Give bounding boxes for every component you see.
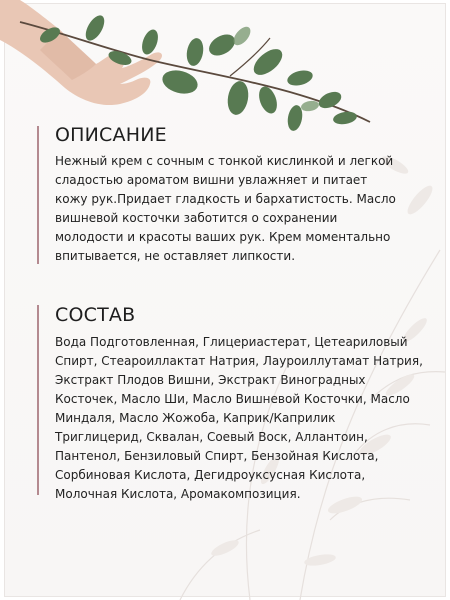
hand-shape: [0, 0, 162, 105]
description-heading: ОПИСАНИЕ: [55, 124, 167, 146]
composition-text: Вода Подготовленная, Глицериастерат, Цетеариловый Спирт, Стеароиллактат Натрия, Лауроиллутамат Натрия, Экстракт Плодов Вишни, Экстракт Виноградных Косточек, Масло Ши, Масло Вишневой Косточки, Масло Миндаля, Масло Жожоба, Каприк/Каприлик Триглицерид, Сквалан, Соевый Воск, Аллантоин, Пантенол, Бензиловый Спирт, Бензойная Кислота, Сорбиновая Кислота, Дегидроуксусная Кислота, Молочная Кислота, Аромакомпозиция.: [55, 335, 423, 501]
composition-heading: СОСТАВ: [55, 304, 136, 326]
description-text: Нежный крем с сочным с тонкой кислинкой и легкой сладостью ароматом вишни увлажняет и питает кожу рук.Придает гладкость и бархатистость. Масло вишневой косточки заботится о сохранении молодости и красоты ваших рук. Крем моментально впитывается, не оставляет липкости.: [55, 154, 396, 263]
composition-accent-bar: [37, 305, 39, 495]
description-accent-bar: [37, 126, 39, 264]
